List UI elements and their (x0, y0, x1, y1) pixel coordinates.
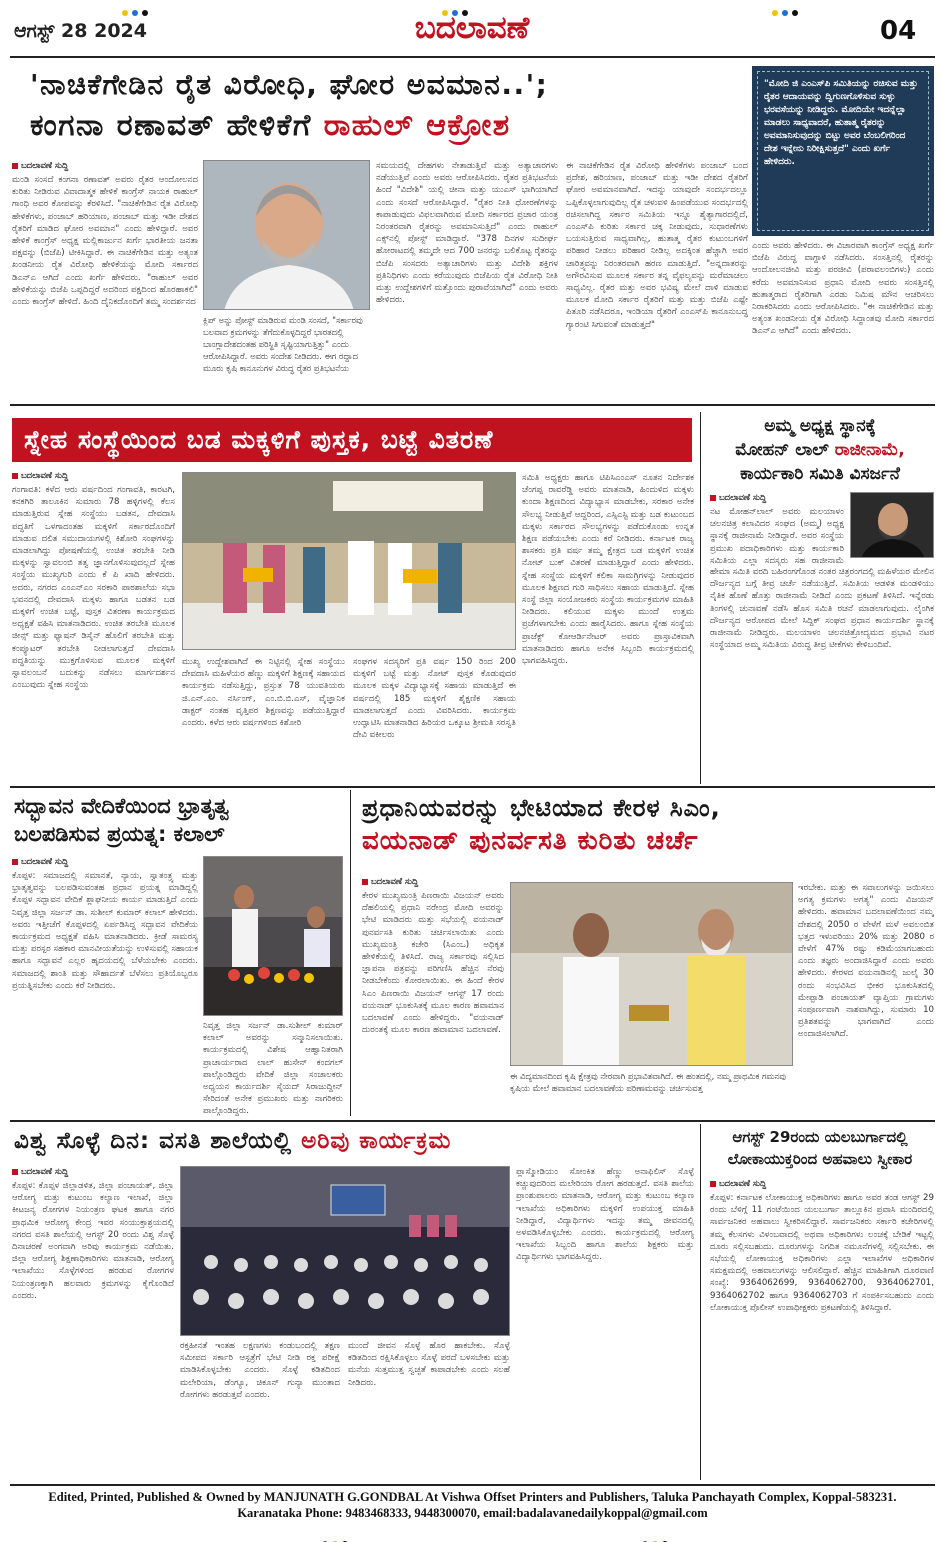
story3-body-cont (710, 566, 934, 782)
story3-headline-2-black: ಮೋಹನ್ ಲಾಲ್ (735, 440, 829, 460)
story6-headline-red: ಅರಿವು ಕಾರ್ಯಕ್ರಮ (301, 1128, 452, 1154)
story1-quote-text: "ಮೋದಿ ಜಿ ಎಂಎಸ್‌ಪಿ ಸಮಿತಿಯನ್ನು ರಚಿಸುವ ಮತ್ತು ರೈತರ ಆದಾಯವನ್ನು ದ್ವಿಗುಣಗೊಳಿಸುವ ಸುಳ್ಳು ಭರವಸೆಯನ್ನು ನೀಡಿದ್ದರು. ಮೋದಿಯೇ ಇದನ್ನೆಲ್ಲಾ ಮಾಡಲು ಸಾಧ್ಯವಾದರೆ, ಹುತಾತ್ಮ ರೈತರನ್ನು ಅವಮಾನಿಸುವುದನ್ನು ಬಿಟ್ಟು ಅವರ ಬೆಂಬಲಿಗರಿಂದ ದೇಶ ಇನ್ನೇನು ನಿರೀಕ್ಷಿಸುತ್ತದೆ" ಎಂದು ಖರ್ಗೆ ಹೇಳಿದರು. (764, 79, 918, 167)
story1-quote-inner (757, 71, 929, 231)
story5-headline-1: ಪ್ರಧಾನಿಯವರನ್ನು ಭೇಟಿಯಾದ ಕೇರಳ ಸಿಎಂ, (362, 794, 721, 822)
story7-headline-2: ಲೋಕಾಯುಕ್ತರಿಂದ ಅಹವಾಲು ಸ್ವೀಕಾರ (727, 1150, 913, 1168)
story1-col4: ಈ ನಾಚಿಕೆಗೇಡಿನ ರೈತ ವಿರೋಧಿ ಹೇಳಿಕೆಗಳು ಪಂಜಾಬ್ ಬಂದ ಪ್ರದೇಶ, ಹರಿಯಾಣ, ಪಂಜಾಬ್ ಮತ್ತು ಇಡೀ ದೇಶದ ರೈತರಿಗೆ ಘೋರ ಅವಮಾನವಾಗಿದೆ. ಇದನ್ನು ಯಾವುದೇ ಸಂದರ್ಭದಲ್ಲೂ ಒಪ್ಪಿಕೊಳ್ಳಲಾಗುವುದಿಲ್ಲ ರೈತ ಚಳುವಳಿ ಹಿಂಪಡೆಯುವ ಸಂದರ್ಭದಲ್ಲಿ ರಚಿಸಲಾಗಿದ್ದ ಸರ್ಕಾರ ಸಮಿತಿಯ ಇನ್ನೂ ಶೈತ್ಯಾಗಾರದಲ್ಲಿದೆ, ಎಂಎಸ್‌ಪಿ ಕುರಿತು ಸರ್ಕಾರ ಚಕ್ಕ ನೀಡುವುದು, ಸುಧಾರಣೆಗಳು ಬಯಸುತ್ತಿರುವ ಸಾಧ್ಯವಾಗಿಲ್ಲ, ಹುತಾತ್ಮ ರೈತರ ಕುಟುಂಬಗಳಿಗೆ ಪರಿಹಾರ ನೀಡಲು ಪರಿಹಾರ ನೀಡಿಲ್ಲ ಅದಕ್ಕಿಂತ ಹೆಚ್ಚಾಗಿ ಅವರ ಚಾರಿತ್ರ್ಯವನ್ನು ನಿರಂತರವಾಗಿ ಹರಣ ಮಾಡುತ್ತಿದೆ. "ಅನ್ನದಾತರನ್ನು ಅಗೌರವಿಸುವ ಮೂಲಕ ಸರ್ಕಾರ ತನ್ನ ವೈಫಲ್ಯವನ್ನು ಮರೆಮಾಚಲು ಸಾಧ್ಯವಿಲ್ಲ. ರೈತರ ಮತ್ತು ಅವರ ಭವಿಷ್ಯ ಮೇಲೆ ದಾಳಿ ಮಾಡುವ ಮೂಲಕ ಮೋದಿ ಸರ್ಕಾರ ರೈತರಿಗೆ ಮತ್ತು ಮತ್ತು ಬಿಜೆಪಿ ಎಷ್ಟೇ ಪಿತೂರಿ ನಡೆಸಿದರೂ, ಇಂಡಿಯಾ ರೈತರಿಗೆ ಎಂಎಸ್‌ಪಿ ಕಾನೂನುಬದ್ಧ ಗ್ಯಾರಂಟಿ ಸಿಗುವಂತೆ ಮಾಡುತ್ತದೆ" (566, 161, 748, 330)
story4-col1: ಕೊಪ್ಪಳ: ಸಮಾಜದಲ್ಲಿ ಸಮಾನತೆ, ನ್ಯಾಯ, ಸ್ವಾತಂತ್ರ್ಯ ಮತ್ತು ಭ್ರಾತೃತ್ವವನ್ನು ಬಲಪಡಿಸುವಂತಹ ಪ್ರಧಾನ ಪ್ರಯತ್ನ ಮಾಡಿದ್ದಲ್ಲಿ ಕೊಪ್ಪಳ ಸದ್ಭಾವನ ವೇದಿಕೆ ಶ್ಲಾಘನೀಯ ಕಾರ್ಯ ಮಾಡುತ್ತಿದೆ ಎಂದು ನಿವೃತ್ತ ಜಿಲ್ಲಾ ಸರ್ಜನ್ ಡಾ. ಸುಶೀಲ್ ಕುಮಾರ್ ಕಲಾಲ್ ಹೇಳಿದರು. ಅವರು ಇತ್ತೀಚೆಗೆ ಕೊಪ್ಪಳದಲ್ಲಿ ಏರ್ಪಡಿಸಿದ್ದ ಸದ್ಭಾವನ ವೇದಿಕೆಯ ಕಾರ್ಯಕ್ರಮದ ಅಧ್ಯಕ್ಷತೆ ವಹಿಸಿ ಮಾತನಾಡಿದರು. ಕ್ರೀಡೆ ಸಾಮರಸ್ಯ ಮತ್ತು ಪರಸ್ಪರ ಸಹಕಾರ ಮಾನವೀಯತೆಯನ್ನು ಉಳಿಸುವಲ್ಲಿ ಸಹಾಯಕ ಹಾಗೂ ಸದ್ಭಾವನೆ ಎಲ್ಲರ ಹೃದಯದಲ್ಲಿ ಬೆಳೆಯಬೇಕು ಎಂದರು. ಸಮಾಜದಲ್ಲಿ ಶಾಂತಿ ಮತ್ತು ಸೌಹಾರ್ದತೆ ಬೆಳೆಸಲು ಪ್ರತಿಯೊಬ್ಬರೂ ಪ್ರಯತ್ನಿಸಬೇಕು ಎಂದು ಕರೆ ನೀಡಿದರು. (12, 871, 198, 991)
story4-divider (350, 790, 351, 1116)
footer-line-1: Edited, Printed, Published & Owned by MANJUNATH G.GONDBAL At Vishwa Offset Printers and Publishers, Taluka Panchayath Complex, Koppal-583231. (48, 1490, 897, 1504)
story6-col3: ಮುಂದೆ ಜೀವನ ಸೊಳ್ಳೆ ಹೊರ ಹಾಕಬೇಕು. ಸೊಳ್ಳೆ ಕಡಿತದಿಂದ ರಕ್ಷಿಸಿಕೊಳ್ಳಲು ಸೊಳ್ಳೆ ಪರದೆ ಬಳಸಬೇಕು ಮತ್ತು ಮನೆಯ ಸುತ್ತಮುತ್ತ ಸ್ವಚ್ಛತೆ ಕಾಪಾಡಬೇಕು ಎಂದು ಸಲಹೆ ನೀಡಿದರು. (348, 1341, 510, 1388)
story6-headline-black: ವಿಶ್ವ ಸೊಳ್ಳೆ ದಿನ: ವಸತಿ ಶಾಲೆಯಲ್ಲಿ (14, 1128, 293, 1154)
story6-col4: ಪ್ಲಾಸ್ಮೋಡಿಯಂ ಸೋಂಕಿತ ಹೆಣ್ಣು ಅನಾಫಿಲಿಸ್ ಸೊಳ್ಳೆ ಕಚ್ಚುವುದರಿಂದ ಮಲೇರಿಯಾ ರೋಗ ಹರಡುತ್ತದೆ. ವಸತಿ ಶಾಲೆಯ ಪ್ರಾಂಶುಪಾಲರು ಮಾತನಾಡಿ, ಆರೋಗ್ಯ ಮತ್ತು ಕುಟುಂಬ ಕಲ್ಯಾಣ ಇಲಾಖೆಯ ಅಧಿಕಾರಿಗಳು ಮಕ್ಕಳಿಗೆ ಉಪಯುಕ್ತ ಮಾಹಿತಿ ನೀಡಿದ್ದಾರೆ, ವಿದ್ಯಾರ್ಥಿಗಳು ಇದನ್ನು ತಮ್ಮ ಜೀವನದಲ್ಲಿ ಅಳವಡಿಸಿಕೊಳ್ಳಬೇಕು ಎಂದರು. ಕಾರ್ಯಕ್ರಮದಲ್ಲಿ ಆರೋಗ್ಯ ಇಲಾಖೆಯ ಸಿಬ್ಬಂದಿ ಹಾಗೂ ಶಾಲೆಯ ಶಿಕ್ಷಕರು ಮತ್ತು ವಿದ್ಯಾರ್ಥಿಗಳು ಭಾಗವಹಿಸಿದ್ದರು. (516, 1167, 694, 1263)
story4-byline: ಬದಲಾವಣೆ ಸುದ್ದಿ (12, 856, 68, 867)
story3-byline: ಬದಲಾವಣೆ ಸುದ್ದಿ (710, 492, 766, 503)
story6-col2: ರಕ್ತಹೀನತೆ ಇಂತಹ ಲಕ್ಷಣಗಳು ಕಂಡುಬಂದಲ್ಲಿ ತಕ್ಷಣ ಸಮೀಪದ ಸರ್ಕಾರಿ ಆಸ್ಪತ್ರೆಗೆ ಭೇಟಿ ನೀಡಿ ರಕ್ತ ಪರೀಕ್ಷೆ ಮಾಡಿಸಿಕೊಳ್ಳಬೇಕು ಎಂದರು. ಸೊಳ್ಳೆ ಕಡಿತದಿಂದ ಮಲೇರಿಯಾ, ಡೆಂಗ್ಯೂ, ಚಿಕೂನ್ ಗುನ್ಯಾ ಮುಂತಾದ ರೋಗಗಳು ಹರಡುತ್ತವೆ ಎಂದರು. (180, 1341, 340, 1400)
story1-photo-rahul (203, 160, 370, 310)
story3-photo-mohanlal (850, 492, 934, 558)
page-number: 04 (880, 16, 917, 46)
story6-col1: ಕೊಪ್ಪಳ: ಕೊಪ್ಪಳ ಜಿಲ್ಲಾಡಳಿತ, ಜಿಲ್ಲಾ ಪಂಚಾಯತ್, ಜಿಲ್ಲಾ ಆರೋಗ್ಯ ಮತ್ತು ಕುಟುಂಬ ಕಲ್ಯಾಣ ಇಲಾಖೆ, ಜಿಲ್ಲಾ ಕೀಟಜನ್ಯ ರೋಗಗಳ ನಿಯಂತ್ರಣ ಘಟಕ ಹಾಗೂ ನಗರ ಪ್ರಾಥಮಿಕ ಆರೋಗ್ಯ ಕೇಂದ್ರ ಇವರ ಸಂಯುಕ್ತಾಶ್ರಯದಲ್ಲಿ ನಗರದ ವಸತಿ ಶಾಲೆಯಲ್ಲಿ ಆಗಸ್ಟ್ 20 ರಂದು ವಿಶ್ವ ಸೊಳ್ಳೆ ದಿನಾಚರಣೆ ಅಂಗವಾಗಿ ಅರಿವು ಕಾರ್ಯಕ್ರಮ ನಡೆಯಿತು. ಜಿಲ್ಲಾ ಆರೋಗ್ಯ ಶಿಕ್ಷಣಾಧಿಕಾರಿಗಳು ಮಾತನಾಡಿ, ಆರೋಗ್ಯ ಇಲಾಖೆಯು ಸೊಳ್ಳೆಗಳಿಂದ ಹರಡುವ ರೋಗಗಳ ನಿಯಂತ್ರಣಕ್ಕಾಗಿ ಹಲವಾರು ಕ್ರಮಗಳನ್ನು ಕೈಗೊಂಡಿದೆ ಎಂದರು. (12, 1181, 174, 1301)
story3-headline-1: ಅಮ್ಮ ಅಧ್ಯಕ್ಷ ಸ್ಥಾನಕ್ಕೆ (764, 416, 876, 436)
story1-quote-box (752, 66, 934, 236)
story5-col3: ಇರಬೇಕು. ಮತ್ತು ಈ ಸವಾಲುಗಳನ್ನು ಜಯಿಸಲು ಅಗತ್ಯ ಕ್ರಮಗಳು ಅಗತ್ಯ" ಎಂದು ವಿಜಯನ್ ಹೇಳಿದರು. ಹವಾಮಾನ ಬದಲಾವಣೆಯಿಂದ ನಮ್ಮ ದೇಶದಲ್ಲಿ 2050 ರ ವೇಳೆಗೆ ಮಳೆ ಅವಲಂಬಿತ ಭತ್ತದ ಇಳುವರಿಯು 20% ಮತ್ತು 2080 ರ ವೇಳೆಗೆ 47% ರಷ್ಟು ಕಡಿಮೆಯಾಗಬಹುದು ಎಂದು ತಜ್ಞರು ಅಂದಾಜಿಸಿದ್ದಾರೆ ಎಂದು ಅವರು ಹೇಳಿದರು. ಕೇರಳದ ವಯನಾಡಿನಲ್ಲಿ ಜುಲೈ 30 ರಂದು ಸಂಭವಿಸಿದ ಭೀಕರ ಭೂಕುಸಿತದಲ್ಲಿ ಮೇಪ್ಪಾಡಿ ಪಂಚಾಯತ್ ವ್ಯಾಪ್ತಿಯ ಗ್ರಾಮಗಳು ಸಂಪೂರ್ಣವಾಗಿ ನಾಶವಾಗಿದ್ದು, ಸುಮಾರು 10 ಪ್ರತಿಶತವನ್ನು ಭಾಗವಾಗಿದೆ ಎಂದು ಅಂದಾಜಿಸಲಾಗಿದೆ. (798, 883, 934, 1040)
story7-byline: ಬದಲಾವಣೆ ಸುದ್ದಿ (710, 1178, 766, 1189)
issue-date: ಆಗಸ್ಟ್ 28 2024 (14, 20, 147, 42)
masthead-rule (10, 56, 935, 58)
paper-name: ಬದಲಾವಣೆ (414, 10, 530, 46)
story2-bottom-rule (10, 786, 935, 788)
story2-col2: ಮುಖ್ಯ ಉದ್ದೇಶವಾಗಿದೆ ಈ ನಿಟ್ಟಿನಲ್ಲಿ ಸ್ನೇಹ ಸಂಸ್ಥೆಯು ದೇವದಾಸಿ ಮಹಿಳೆಯರ ಹೆಣ್ಣು ಮಕ್ಕಳಿಗೆ ಶಿಕ್ಷಣಕ್ಕೆ ಸಹಾಯದ ಕಾರ್ಯಕ್ರಮ ನಡೆಸುತ್ತಿದ್ದು, ಪ್ರಸ್ತುತ 78 ಯುವತಿಯರು ಜಿ.ಎನ್.ಎಂ. ನರ್ಸಿಂಗ್, ಎಂ.ಬಿ.ಬಿ.ಎಸ್, ವೈಜ್ಞಾನಿಕ ಡಾಕ್ಟರ್ ನಂತಹ ವೃತ್ತಿಪರ ಶಿಕ್ಷಣವನ್ನು ಪಡೆಯುತ್ತಿದ್ದಾರೆ ಎಂದರು. ಕಳೆದ ಆರು ವರ್ಷಗಳಿಂದ ಕಿಶೋರಿ (182, 657, 345, 729)
footer-rule (10, 1484, 935, 1486)
story3-body-continuation: ಹೇಮಾ ಸಮಿತಿ ವರದಿ ಬಹಿರಂಗಗೊಂಡ ನಂತರ ಚಿತ್ರರಂಗದಲ್ಲಿ ಮಹಿಳೆಯರ ಮೇಲಿನ ದೌರ್ಜನ್ಯದ ಬಗ್ಗೆ ತೀವ್ರ ಚರ್ಚೆ ನಡೆಯುತ್ತಿದೆ. ಸಮಿತಿಯ ಆಡಳಿತ ಮಂಡಳಿಯು ನೈತಿಕ ಹೊಣೆ ಹೊತ್ತು ರಾಜೀನಾಮೆ ನೀಡಿದೆ ಎಂದು ಪ್ರಕಟಣೆ ತಿಳಿಸಿದೆ. ಇನ್ನೆರಡು ತಿಂಗಳಲ್ಲಿ ಚುನಾವಣೆ ನಡೆಸಿ ಹೊಸ ಸಮಿತಿ ರಚನೆ ಮಾಡಲಾಗುವುದು. ಲೈಂಗಿಕ ದೌರ್ಜನ್ಯದ ಆರೋಪದ ಮೇಲೆ ಸಿದ್ದಿಕ್ ಸಂಘದ ಪ್ರಧಾನ ಕಾರ್ಯದರ್ಶಿ ಸ್ಥಾನಕ್ಕೆ ರಾಜೀನಾಮೆ ನೀಡಿದ್ದರು. ಮಲಯಾಳಂ ಚಲನಚಿತ್ರೋದ್ಯಮದ ಪ್ರಭಾವಿ ನಟರ ಸಂಸ್ಥೆಯಾದ ಅಮ್ಮ ಸಮಿತಿಯ ವಿರುದ್ಧ ತೀವ್ರ ಟೀಕೆಗಳು ಕೇಳಿಬಂದಿವೆ. (710, 567, 934, 651)
story5-photo-meeting (510, 882, 793, 1066)
story1-bottom-rule (10, 404, 935, 406)
story2-byline: ಬದಲಾವಣೆ ಸುದ್ದಿ (12, 470, 68, 481)
story6-photo-classroom (180, 1166, 510, 1336)
story1-col3: ಸಮಯದಲ್ಲಿ ದೇಹಗಳು ನೇತಾಡುತ್ತಿವೆ ಮತ್ತು ಅತ್ಯಾಚಾರಗಳು ನಡೆಯುತ್ತಿವೆ ಎಂದು ಅವರು ಆರೋಪಿಸಿದರು. ರೈತರ ಪ್ರತಿಭಟನೆಯ ಹಿಂದೆ "ವಿದೇಶಿ" ಯಲ್ಲಿ ಚೀನಾ ಮತ್ತು ಯುಎಸ್ ಭಾಗಿಯಾಗಿದೆ ಎಂದು ಸಂಸದೆ ಆರೋಪಿಸಿದ್ದಾರೆ. "ರೈತರ ನೀತಿ ಧೋರಣೆಗಳನ್ನು ಕಾಪಾಡುವುದು ವಿಫಲವಾಗಿರುವ ಮೋದಿ ಸರ್ಕಾರದ ಪ್ರಚಾರ ಯಂತ್ರ ನಿರಂತರವಾಗಿ ರೈತರನ್ನು ಅವಮಾನಿಸುತ್ತಿದೆ" ಎಂದು ರಾಹುಲ್ ಎಕ್ಸ್‌ನಲ್ಲಿ ಪೋಸ್ಟ್ ಮಾಡಿದ್ದಾರೆ. "378 ದಿನಗಳ ಸುದೀರ್ಘ ಹೋರಾಟದಲ್ಲಿ ತಮ್ಮದೇ ಆದ 700 ಜನರನ್ನು ಬಲಿಕೊಟ್ಟ ರೈತರನ್ನು ಬಿಜೆಪಿ ಸಂಸದರು ಅತ್ಯಾಚಾರಿಗಳು ಮತ್ತು ವಿದೇಶಿ ಶಕ್ತಿಗಳ ಪ್ರತಿನಿಧಿಗಳು ಎಂದು ಕರೆಯುವುದು ಬಿಜೆಪಿಯ ರೈತ ವಿರೋಧಿ ನೀತಿ ಮತ್ತು ಉದ್ದೇಶಗಳಿಗೆ ಮತ್ತೊಂದು ಪುರಾವೆಯಾಗಿದೆ" ಎಂದು ಅವರು ಹೇಳಿದರು. (376, 161, 558, 306)
story4-headline-1: ಸದ್ಭಾವನ ವೇದಿಕೆಯಿಂದ ಭ್ರಾತೃತ್ವ (14, 794, 230, 818)
story1-photo-caption: ಕ್ಲಿಪ್ ಅನ್ನು ಪೋಸ್ಟ್ ಮಾಡಿರುವ ಮಂಡಿ ಸಂಸದೆ, "ಸರ್ಕಾರವು ಬಲವಾದ ಕ್ರಮಗಳನ್ನು ತೆಗೆದುಕೊಳ್ಳದಿದ್ದರೆ ಭಾರತದಲ್ಲಿ ಬಾಂಗ್ಲಾದೇಶದಂತಹ ಪರಿಸ್ಥಿತಿ ಸೃಷ್ಟಿಯಾಗುತ್ತಿತ್ತು" ಎಂದು ಆರೋಪಿಸಿದ್ದಾರೆ. ಅವರು ಸಂದೇಶ ನೀಡಿದರು. ಈಗ ರದ್ದಾದ ಮೂರು ಕೃಷಿ ಕಾನೂನುಗಳ ವಿರುದ್ಧ ರೈತರ ಪ್ರತಿಭಟನೆಯ (203, 315, 363, 373)
story1-col5: ಎಂದು ಅವರು ಹೇಳಿದರು. ಈ ವಿಚಾರವಾಗಿ ಕಾಂಗ್ರೆಸ್ ಅಧ್ಯಕ್ಷ ಖರ್ಗೆ ಬಿಜೆಪಿ ವಿರುದ್ಧ ವಾಗ್ದಾಳಿ ನಡೆಸಿದರು. ಸಂಸತ್ತಿನಲ್ಲಿ ರೈತರನ್ನು ಆಂದೋಲನಜೀವಿ ಮತ್ತು ಪರಜೀವಿ (ಪರಾವಲಂಬಿಗಳು) ಎಂದು ಕರೆದು ಅವಮಾನಿಸುವ ಪ್ರಧಾನಿ ಮೋದಿ ಅವರು ಸಂಸತ್ತಿನಲ್ಲಿ ಹುತಾತ್ಮರಾದ ರೈತರಿಗಾಗಿ ಎರಡು ನಿಮಿಷ ಮೌನ ಆಚರಿಸಲು ನಿರಾಕರಿಸಿದರು ಎಂದು ಆರೋಪಿಸಿದರು. "ಈ ನಾಚಿಕೆಗೇಡಿನ ಮತ್ತು ಅತ್ಯಂತ ಖಂಡನೀಯ ರೈತ ವಿರೋಧಿ ಸಿದ್ಧಾಂತವು ಮೋದಿ ಸರ್ಕಾರದ ಡಿಎನ್‌ಎ ಆಗಿದೆ" ಎಂದು ಹೇಳಿದರು. (752, 241, 934, 337)
story1-col1: ಮಂಡಿ ಸಂಸದೆ ಕಂಗನಾ ರಣಾವತ್ ಅವರು ರೈತರ ಆಂದೋಲನದ ಕುರಿತು ನೀಡಿರುವ ವಿವಾದಾತ್ಮಕ ಹೇಳಿಕೆ ಕಾಂಗ್ರೆಸ್ ನಾಯಕ ರಾಹುಲ್ ಗಾಂಧಿ ಅವರ ಕೋಪವನ್ನು ಕೆರಳಿಸಿದೆ. "ನಾಚಿಕೆಗೇಡಿನ ರೈತ ವಿರೋಧಿ ಹೇಳಿಕೆಗಳು, ಪಂಜಾಬ್ ಹರಿಯಾಣ, ಪಂಜಾಬ್ ಮತ್ತು ಇಡೀ ದೇಶದ ರೈತರಿಗೆ ಮಾಡಿದ ಘೋರ ಅವಮಾನ" ಎಂದು ಹೇಳಿದ್ದಾರೆ. ಅವರ ಹೇಳಿಕೆ ಕಾಂಗ್ರೆಸ್ ಅಧ್ಯಕ್ಷ ಮಲ್ಲಿಕಾರ್ಜುನ ಖರ್ಗೆ ಭಾರತೀಯ ಜನತಾ ಪಕ್ಷವನ್ನು (ಬಿಜೆಪಿ) ಟೀಕಿಸಿದ್ದಾರೆ. ಈ ನಾಚಿಕೆಗೇಡಿನ ಮತ್ತು ಅತ್ಯಂತ ಖಂಡನೀಯ ರೈತ ವಿರೋಧಿ ಹೇಳಿಕೆಯನ್ನು ಮೋದಿ ಸರ್ಕಾರದ ಡಿಎನ್‌ಎ ಆಗಿದೆ ಎಂದು ಖರ್ಗೆ ಹೇಳಿದರು. "ರಾಹುಲ್ ಅವರ ಹೇಳಿಕೆಯನ್ನು ಬಿಜೆಪಿ ಒಪ್ಪದಿದ್ದರೆ ಅದರಿಂದ ಪಕ್ಷದಿಂದ ಹೊರಹಾಕಲಿ" ಎಂದು ಕಾಂಗ್ರೆಸ್ ಹೇಳಿದೆ. ಹಿಂದಿ ದೈನಿಕದೊಂದಿಗೆ ತಮ್ಮ ಸಂದರ್ಶನದ (12, 175, 198, 308)
story2-headline-banner (12, 418, 692, 462)
story1-headline-2-red: ರಾಹುಲ್ ಆಕ್ರೋಶ (323, 108, 511, 143)
story2-photo-distribution (182, 472, 516, 650)
story2-col3: ಸಂಘಗಳ ಸದಸ್ಯರಿಗೆ ಪ್ರತಿ ವರ್ಷ 150 ರಿಂದ 200 ಮಕ್ಕಳಿಗೆ ಬಟ್ಟೆ ಮತ್ತು ನೋಟ್ ಪುಸ್ತಕ ಕೊಡುವುದರ ಮೂಲಕ ಮಕ್ಕಳ ವಿದ್ಯಾಭ್ಯಾಸಕ್ಕೆ ಸಹಾಯ ಮಾಡುತ್ತಿದೆ ಈ ವರ್ಷದಲ್ಲಿ 185 ಮಕ್ಕಳಿಗೆ ಶೈಕ್ಷಣಿಕ ಸಹಾಯ ಮಾಡಲಾಗುತ್ತದೆ ಎಂದು ವಿವರಿಸಿದರು. ಕಾರ್ಯಕ್ರಮ ಉದ್ಘಾಟಿಸಿ ಮಾತನಾಡಿದ ಹಿರಿಯರ ಒಕ್ಕೂಟ ಶ್ರೀಮತಿ ಸರಸ್ವತಿ ದೇವಿ ವಕೀಲರು (353, 657, 516, 741)
story2-col4: ಸಮಿತಿ ಅಧ್ಯಕ್ಷರು ಹಾಗೂ ಟಿಪಿಸಿಎಂಎಸ್ ನೂತನ ನಿರ್ದೇಶಕ ಚೆಂಗಪ್ಪ ರಾವರೆಡ್ಡಿ ಅವರು ಮಾತನಾಡಿ, ಹಿಂದುಳಿದ ಮಕ್ಕಳು ಕುಂದಾ ಶಿಕ್ಷಣದಿಂದ ವಿದ್ಯಾಭ್ಯಾಸ ಮಾಡಬೇಕು, ಸರಕಾರ ಅನೇಕ ಸೌಲಭ್ಯ ನೀಡುತ್ತಿವೆ ಆದ್ದರಿಂದ, ಎಸ್ಸಿಎಸ್ಟಿ ಮತ್ತು ಬಡ ಕುಟುಂಬದ ಮಕ್ಕಳು ಸರ್ಕಾರದ ಸೌಲಭ್ಯಗಳನ್ನು ಪಡೆದುಕೊಂಡು ಉನ್ನತ ಶಿಕ್ಷಣ ಪಡೆಯಬೇಕು ಎಂದು ಕರೆ ನೀಡಿದರು. ಕರ್ನಾಟಕ ರಾಜ್ಯ ಶಾಸಕರು ಪ್ರತಿ ವರ್ಷ ತಮ್ಮ ಕ್ಷೇತ್ರದ ಬಡ ಮಕ್ಕಳಿಗೆ ಉಚಿತ ನೋಟ್ ಬುಕ್ ವಿತರಣೆ ಮಾಡುತ್ತಿದ್ದಾರೆ ಎಂದು ಹೇಳಿದರು. ಸ್ನೇಹ ಸಂಸ್ಥೆಯ ಮಕ್ಕಳಿಗೆ ಕಲಿಕಾ ಸಾಮಗ್ರಿಗಳನ್ನು ನೀಡುವುದರ ಮೂಲಕ ಶಿಕ್ಷಣದ ಗುರಿ ಸಾಧಿಸಲು ಸಹಾಯ ಮಾಡುತ್ತಿದೆ. ಸ್ನೇಹ ಸಂಸ್ಥೆ ಜಿಲ್ಲಾ ಸಂಯೋಜಕರು ಸಂಸ್ಥೆಯ ಕಾರ್ಯಕ್ರಮಗಳ ಮಾಹಿತಿ ನೀಡಿದರು. ಕಲಿಯುವ ಮಕ್ಕಳು ಮುಂದೆ ಉತ್ತಮ ಪ್ರಜೆಗಳಾಗಬೇಕು ಎಂದು ಹಾರೈಸಿದರು. ಹಾಗೂ ಸ್ನೇಹ ಸಂಸ್ಥೆಯ ಪ್ರಾಜೆಕ್ಟ್ ಕೋಆರ್ಡಿನೇಟರ್ ಅವರು ಪ್ರಾಸ್ತಾವಿಕವಾಗಿ ಮಾತನಾಡಿದರು ಹಾಗೂ ಅನೇಕ ಸಿಬ್ಬಂದಿ ಕಾರ್ಯಕ್ರಮದಲ್ಲಿ ಭಾಗವಹಿಸಿದ್ದರು. (522, 473, 694, 667)
story3-headline-3: ಕಾರ್ಯಕಾರಿ ಸಮಿತಿ ವಿಸರ್ಜನೆ (740, 464, 900, 484)
story7-headline-1: ಆಗಸ್ಟ್ 29ರಂದು ಯಲಬುರ್ಗಾದಲ್ಲಿ (732, 1128, 908, 1146)
story5-col1: ಕೇರಳ ಮುಖ್ಯಮಂತ್ರಿ ಪಿಣರಾಯಿ ವಿಜಯನ್ ಅವರು ದೆಹಲಿಯಲ್ಲಿ ಪ್ರಧಾನಿ ನರೇಂದ್ರ ಮೋದಿ ಅವರನ್ನು ಭೇಟಿ ಮಾಡಿದರು ಮತ್ತು ಸಭೆಯಲ್ಲಿ ವಯನಾಡ್ ಪುನರ್ವಸತಿ ಕುರಿತು ಚರ್ಚಿಸಲಾಯಿತು ಎಂದು ಮುಖ್ಯಮಂತ್ರಿ ಕಚೇರಿ (ಸಿಎಂಒ) ಅಧಿಕೃತ ಹೇಳಿಕೆಯಲ್ಲಿ ತಿಳಿಸಿದೆ. ರಾಜ್ಯ ಸರ್ಕಾರವು ಸಲ್ಲಿಸಿದ ಜ್ಞಾಪನಾ ಪತ್ರವನ್ನು ಪರಿಗಣಿಸಿ ಹೆಚ್ಚಿನ ನೆರವು ನೀಡಬೇಕೆಂದು ಕೋರಲಾಯಿತು. ಈ ಹಿಂದೆ ಕೇರಳ ಸಿಎಂ ಪಿಣರಾಯಿ ವಿಜಯನ್ ಆಗಸ್ಟ್ 17 ರಂದು ವಯನಾಡ್ ಭೂಕುಸಿತಕ್ಕೆ ಮೂಲ ಕಾರಣ ಹವಾಮಾನ ಬದಲಾವಣೆ ಎಂದು ಹೇಳಿದ್ದರು. "ವಯನಾಡ್ ದುರಂತಕ್ಕೆ ಮೂಲ ಕಾರಣ ಹವಾಮಾನ ಬದಲಾವಣೆ. (362, 891, 504, 1036)
story5-headline-2: ವಯನಾಡ್ ಪುನರ್ವಸತಿ ಕುರಿತು ಚರ್ಚೆ (362, 826, 699, 856)
story4-photo-event (203, 856, 343, 1016)
event-photo-icon (204, 857, 343, 1016)
person-photo-icon (204, 161, 370, 310)
story1-headline-2 (30, 108, 511, 143)
story5-byline: ಬದಲಾವಣೆ ಸುದ್ದಿ (362, 876, 418, 887)
story7-body: ಕೊಪ್ಪಳ: ಕರ್ನಾಟಕ ಲೋಕಾಯುಕ್ತ ಅಧಿಕಾರಿಗಳು ಹಾಗೂ ಅವರ ತಂಡ ಆಗಸ್ಟ್ 29 ರಂದು ಬೆಳಿಗ್ಗೆ 11 ಗಂಟೆಯಿಂದ ಯಲಬುರ್ಗಾ ತಾಲ್ಲೂಕಿನ ಪ್ರವಾಸಿ ಮಂದಿರದಲ್ಲಿ ಸಾರ್ವಜನಿಕರ ಅಹವಾಲು ಸ್ವೀಕರಿಸಲಿದ್ದಾರೆ. ಸಾರ್ವಜನಿಕರು ಸರ್ಕಾರಿ ಕಚೇರಿಗಳಲ್ಲಿ ತಮ್ಮ ಕೆಲಸಗಳು ವಿಳಂಬವಾದಲ್ಲಿ ಅಥವಾ ಅಧಿಕಾರಿಗಳು ಲಂಚಕ್ಕೆ ಬೇಡಿಕೆ ಇಟ್ಟಲ್ಲಿ ದೂರು ಸಲ್ಲಿಸಬಹುದು. ದೂರುಗಳನ್ನು ನಿಗದಿತ ನಮೂನೆಗಳಲ್ಲಿ ಸಲ್ಲಿಸಬೇಕು. ಈ ಸಭೆಯಲ್ಲಿ ಲೋಕಾಯುಕ್ತ ಅಧಿಕಾರಿಗಳು ಎಲ್ಲಾ ಇಲಾಖೆಗಳ ಅಧಿಕಾರಿಗಳ ಸಮಕ್ಷಮದಲ್ಲಿ ಅಹವಾಲುಗಳನ್ನು ಆಲಿಸಲಿದ್ದಾರೆ. ಹೆಚ್ಚಿನ ಮಾಹಿತಿಗಾಗಿ ದೂರವಾಣಿ ಸಂಖ್ಯೆ: 9364062699, 9364062700, 9364062701, 9364062702 ಹಾಗೂ 9364062703 ಗೆ ಸಂಪರ್ಕಿಸಬಹುದು ಎಂದು ಲೋಕಾಯುಕ್ತ ಪೊಲೀಸ್ ಉಪಾಧೀಕ್ಷಕರು ಪ್ರಕಟಣೆಯಲ್ಲಿ ತಿಳಿಸಿದ್ದಾರೆ. (710, 1193, 934, 1313)
story4-bottom-rule (10, 1120, 935, 1122)
story2-col1: ಗಂಗಾವತಿ: ಕಳೆದ ಆರು ವರ್ಷದಿಂದ ಗಂಗಾವತಿ, ಕಾರಟಗಿ, ಕನಕಗಿರಿ ತಾಲೂಕಿನ ಸುಮಾರು 78 ಹಳ್ಳಿಗಳಲ್ಲಿ ಕೆಲಸ ಮಾಡುತ್ತಿರುವ ಸ್ನೇಹ ಸಂಸ್ಥೆಯು ಬಡತನ, ದೇವದಾಸಿ ಪದ್ಧತಿಗೆ ಒಳಗಾದಂತಹ ಮಕ್ಕಳಿಗೆ ಸರ್ಕಾರದೊಂದಿಗೆ ಮಾಡುವ ದಲಿತ ಸಮುದಾಯಗಳಲ್ಲಿ ಕಿಶೋರಿ ಸಂಘಗಳನ್ನು ಮಾಡಲಾಗಿದ್ದು ಪೋಷಣೆಯಲ್ಲಿ ಉಚಿತ ತರಬೇತಿ ನೀಡಿ ಮಕ್ಕಳನ್ನು ಸ್ವಾವಲಂಬಿ ತತ್ವ ಜ್ಞಾನಗೊಳಿಸುವುದಲ್ಲದೆ ಸ್ನೇಹ ಸಂಸ್ಥೆಯ ಮುಖ್ಯಗುರಿ ಎಂದು ಕೆ ಪಿ ಖಾದಿ ಹೇಳಿದರು. ಅದರು, ನಗರದ ಎಂಎನ್‌ಎಂ ಸರಕಾರಿ ಪಾಠಶಾಲೆಯ ಸಭಾ ಭವನದಲ್ಲಿ ದೇವದಾಸಿ ಮಕ್ಕಳು ಹಾಗೂ ಬಡತನ ಬಡ ಮಕ್ಕಳಿಗೆ ಉಚಿತ ಬಟ್ಟೆ, ಪುಸ್ತಕ ವಿತರಣಾ ಕಾರ್ಯಕ್ರಮದ ಅಧ್ಯಕ್ಷತೆ ವಹಿಸಿ ಮಾತನಾಡಿದರು. ಉಚಿತ ತರಬೇತಿ ಮೂಲಕ ಜೀನ್ಸ್ ಮತ್ತು ಫ್ಯಾಷನ್ ಡಿಸೈನ್ ಹೊಲಿಗೆ ತರಬೇತಿ ಮತ್ತು ಕಂಪ್ಯೂಟರ್ ತರಬೇತಿ ನೀಡಲಾಗುತ್ತದೆ ದೇವದಾಸಿ ಪದ್ಧತಿಯನ್ನು ಮುಕ್ತಗೊಳಿಸುವ ಮೂಲಕ ಮಕ್ಕಳಿಗೆ ಸ್ವಾವಲಂಬನೆ ಬದುಕನ್ನು ನಡೆಸಲು ಮಾರ್ಗದರ್ಶನ ಎಂಬುವುದು ಸ್ನೇಹ ಸಂಸ್ಥೆಯ (12, 485, 175, 691)
story3-body: ನಟ ಮೋಹನ್‌ಲಾಲ್ ಅವರು ಮಲಯಾಳಂ ಚಲನಚಿತ್ರ ಕಲಾವಿದರ ಸಂಘದ (ಅಮ್ಮ) ಅಧ್ಯಕ್ಷ ಸ್ಥಾನಕ್ಕೆ ರಾಜೀನಾಮೆ ನೀಡಿದ್ದಾರೆ. ಅವರ ಸಂಸ್ಥೆಯ ಪ್ರಮುಖ ಪದಾಧಿಕಾರಿಗಳು ಮತ್ತು ಕಾರ್ಯಕಾರಿ ಸಮಿತಿಯ ಎಲ್ಲಾ ಸದಸ್ಯರು ಸಹ ರಾಜೀನಾಮೆ (710, 507, 844, 566)
story4-col2: ನಿವೃತ್ತ ಜಿಲ್ಲಾ ಸರ್ಜನ್ ಡಾ.ಸುಶೀಲ್ ಕುಮಾರ್ ಕಲಾಲ್ ಅವರನ್ನು ಸನ್ಮಾನಿಸಲಾಯಿತು. ಕಾರ್ಯಕ್ರಮದಲ್ಲಿ ವಿಶೇಷ ಆಹ್ವಾನಿತರಾಗಿ ಪ್ರಾಚಾರ್ಯರಾದ ಲಾಲ್ ಹುಸೇನ್ ಕಂದಗಲ್ ಪಾಲ್ಗೊಂಡಿದ್ದರು ವೇದಿಕೆ ಜಿಲ್ಲಾ ಸಂಚಾಲಕರು ಅಧ್ಯಯನ ಕಾರ್ಯದರ್ಶಿ ಸೈಯದ್ ಸಿರಾಜುದ್ದೀನ್ ಸೇರಿದಂತೆ ಅನೇಕ ಪ್ರಮುಖರು ಮತ್ತು ನಾಗರಿಕರು ಪಾಲ್ಗೊಂಡಿದ್ದರು. (203, 1021, 343, 1116)
story2-headline: ಸ್ನೇಹ ಸಂಸ್ಥೆಯಿಂದ ಬಡ ಮಕ್ಕಳಿಗೆ ಪುಸ್ತಕ, ಬಟ್ಟೆ ವಿತರಣೆ (24, 425, 494, 454)
registration-marks-bottom (0, 1530, 945, 1540)
story1-byline: ಬದಲಾವಣೆ ಸುದ್ದಿ (12, 160, 68, 171)
registration-marks-top (0, 0, 945, 8)
story4-headline-2: ಬಲಪಡಿಸುವ ಪ್ರಯತ್ನ: ಕಲಾಲ್ (14, 822, 225, 846)
meeting-photo-icon (511, 883, 793, 1066)
story6-headline (14, 1128, 451, 1154)
story3-headline-2-red: ರಾಜೀನಾಮೆ, (834, 440, 905, 460)
story1-headline-2-black: ಕಂಗನಾ ರಣಾವತ್ ಹೇಳಿಕೆಗೆ (30, 108, 312, 143)
person-photo-icon (851, 493, 934, 558)
story2-divider (700, 412, 701, 784)
footer-line-2: Karanataka Phone: 9483468333, 9448300070, email:badalavanedailykoppal@gmail.com (237, 1506, 708, 1520)
story3-headline-2 (706, 440, 934, 460)
story6-divider (700, 1124, 701, 1480)
classroom-photo-icon (181, 1167, 510, 1336)
story5-photo-caption: ಈ ವಿದ್ಯಮಾನದಿಂದ ಕೃಷಿ ಕ್ಷೇತ್ರವು ನೇರವಾಗಿ ಪ್ರಭಾವಿತವಾಗಿದೆ. ಈ ಹಂತದಲ್ಲಿ, ನಮ್ಮ ಪ್ರಾಥಮಿಕ ಗಮನವು ಕೃಷಿಯ ಮೇಲೆ ಹವಾಮಾನ ಬದಲಾವಣೆಯ ಪರಿಣಾಮವನ್ನು ಚರ್ಚಿಸುವತ್ತ (510, 1071, 786, 1093)
story6-byline: ಬದಲಾವಣೆ ಸುದ್ದಿ (12, 1166, 68, 1177)
story1-headline-1: 'ನಾಚಿಕೆಗೇಡಿನ ರೈತ ವಿರೋಧಿ, ಘೋರ ಅವಮಾನ..'; (30, 68, 549, 101)
group-photo-icon (183, 473, 516, 650)
